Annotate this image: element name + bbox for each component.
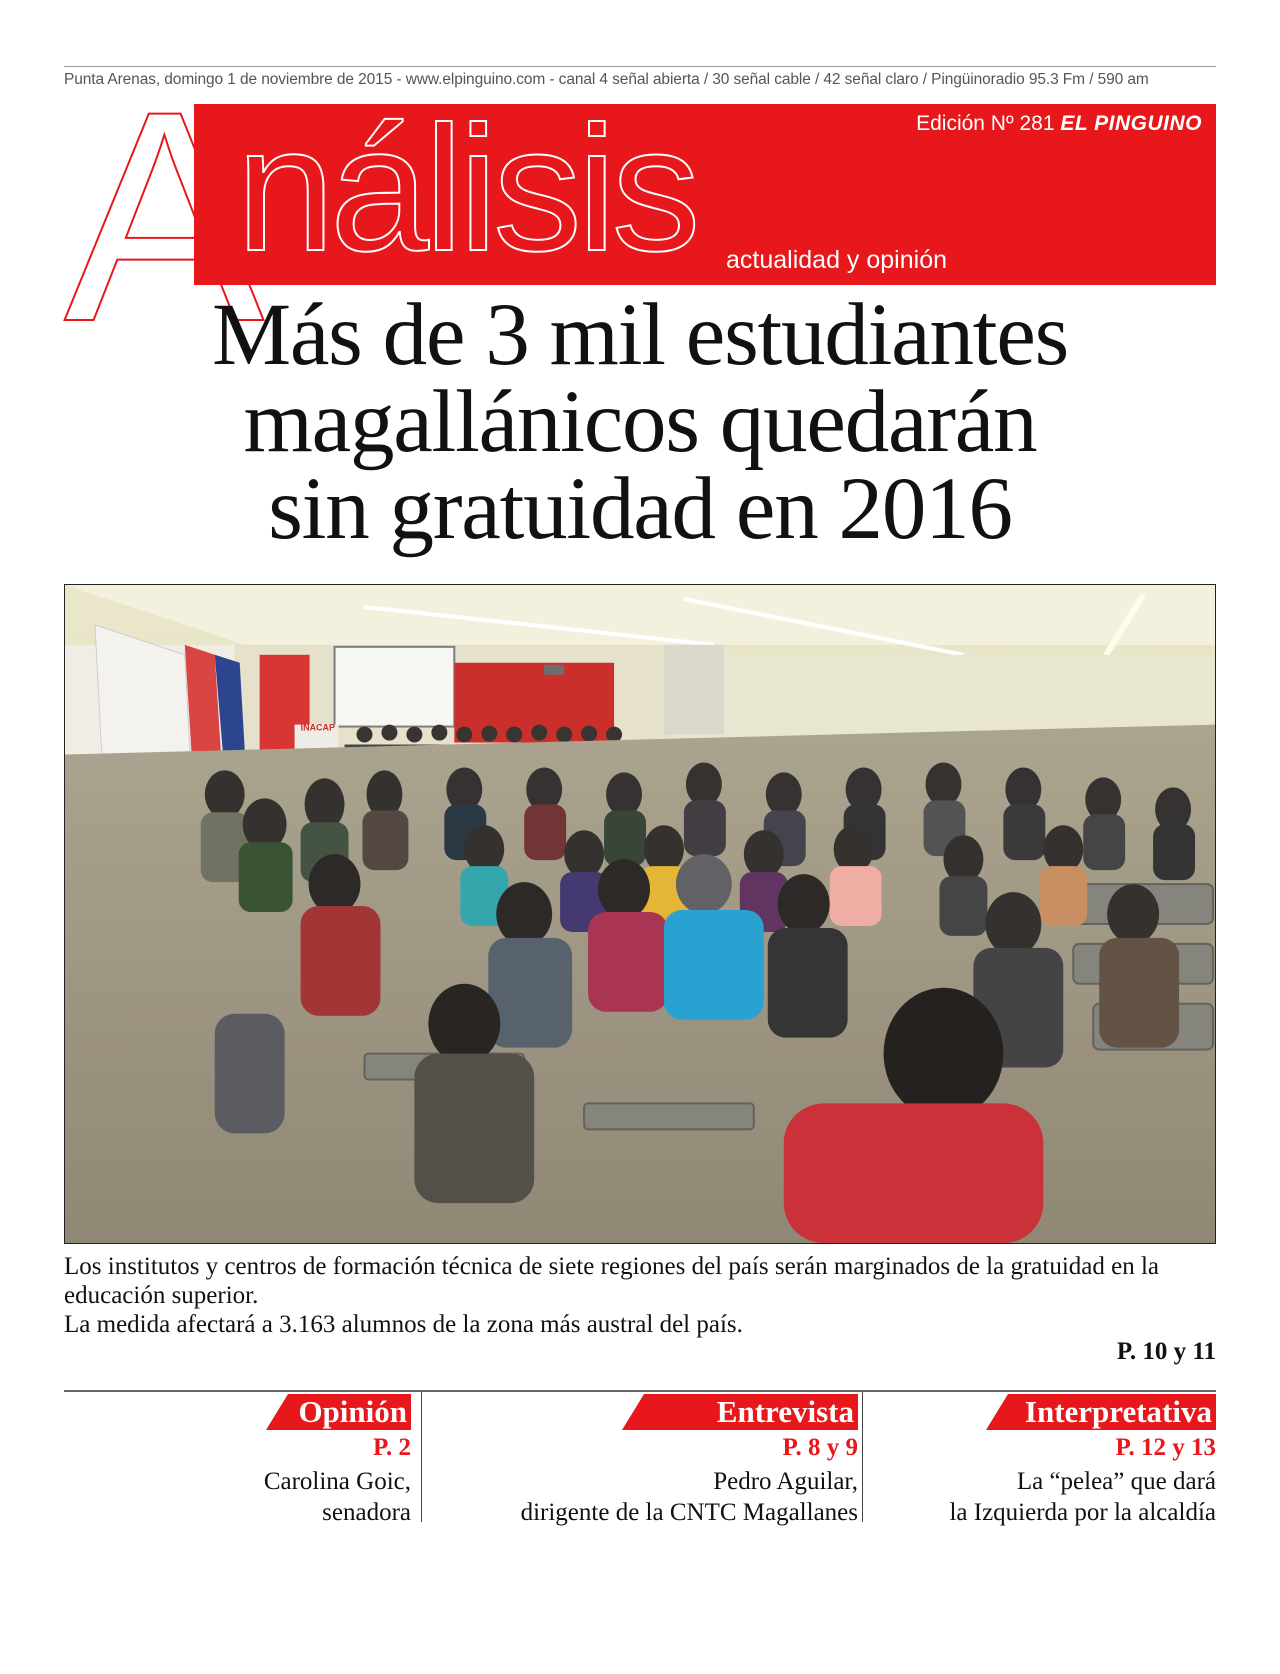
lead-photo xyxy=(64,584,1216,1244)
caption-line-1: Los institutos y centros de formación técnica de siete regiones del país serán marginados de la gratuidad en la educación superior. xyxy=(64,1253,1160,1309)
section-page-number: P. 2 xyxy=(373,1434,411,1461)
caption-line-2: La medida afectará a 3.163 alumnos de la zona más austral del país. xyxy=(64,1311,743,1338)
headline-line-3: sin gratuidad en 2016 xyxy=(268,460,1012,558)
sections-rule xyxy=(64,1390,1216,1392)
edition-label xyxy=(916,112,1202,136)
dateline: Punta Arenas, domingo 1 de noviembre de 2015 - www.elpinguino.com - canal 4 señal abierta / 30 señal cable / 42 señal claro / Pingüinoradio 95.3 Fm / 590 am xyxy=(64,71,1149,88)
section-description-line-1: Pedro Aguilar, xyxy=(713,1468,858,1495)
edition-number: Edición Nº 281 xyxy=(916,112,1055,135)
column-divider xyxy=(421,1392,422,1522)
column-divider xyxy=(862,1392,863,1522)
section-page-number: P. 8 y 9 xyxy=(782,1434,858,1461)
section-description-line-2: la Izquierda por la alcaldía xyxy=(949,1499,1216,1526)
section-description xyxy=(521,1466,858,1528)
masthead-title: nálisis xyxy=(236,89,696,288)
section-description-line-2: dirigente de la CNTC Magallanes xyxy=(520,1499,858,1526)
section-tag-label: Entrevista xyxy=(716,1394,854,1429)
section-page-number: P. 12 y 13 xyxy=(1115,1434,1216,1461)
section-tag-label: Opinión xyxy=(298,1394,407,1429)
headline-line-1: Más de 3 mil estudiantes xyxy=(211,286,1069,384)
masthead-title-initial: A xyxy=(64,48,257,384)
masthead-subtitle: actualidad y opinión xyxy=(726,246,947,274)
brand-logo: EL PINGUINO xyxy=(1060,112,1202,135)
section-description xyxy=(949,1466,1216,1528)
photo-caption xyxy=(64,1252,1224,1339)
headline-line-2: magallánicos quedarán xyxy=(243,373,1037,471)
lecture-hall-illustration xyxy=(65,585,1215,1243)
section-tag-label: Interpretativa xyxy=(1024,1394,1212,1429)
lectern-logo: INACAP xyxy=(300,722,336,733)
section-description xyxy=(264,1466,411,1528)
section-description-line-1: La “pelea” que dará xyxy=(1016,1468,1216,1495)
section-description-line-1: Carolina Goic, xyxy=(263,1468,411,1495)
main-headline xyxy=(64,286,1216,558)
caption-page-reference: P. 10 y 11 xyxy=(1116,1338,1216,1365)
section-description-line-2: senadora xyxy=(322,1499,411,1526)
